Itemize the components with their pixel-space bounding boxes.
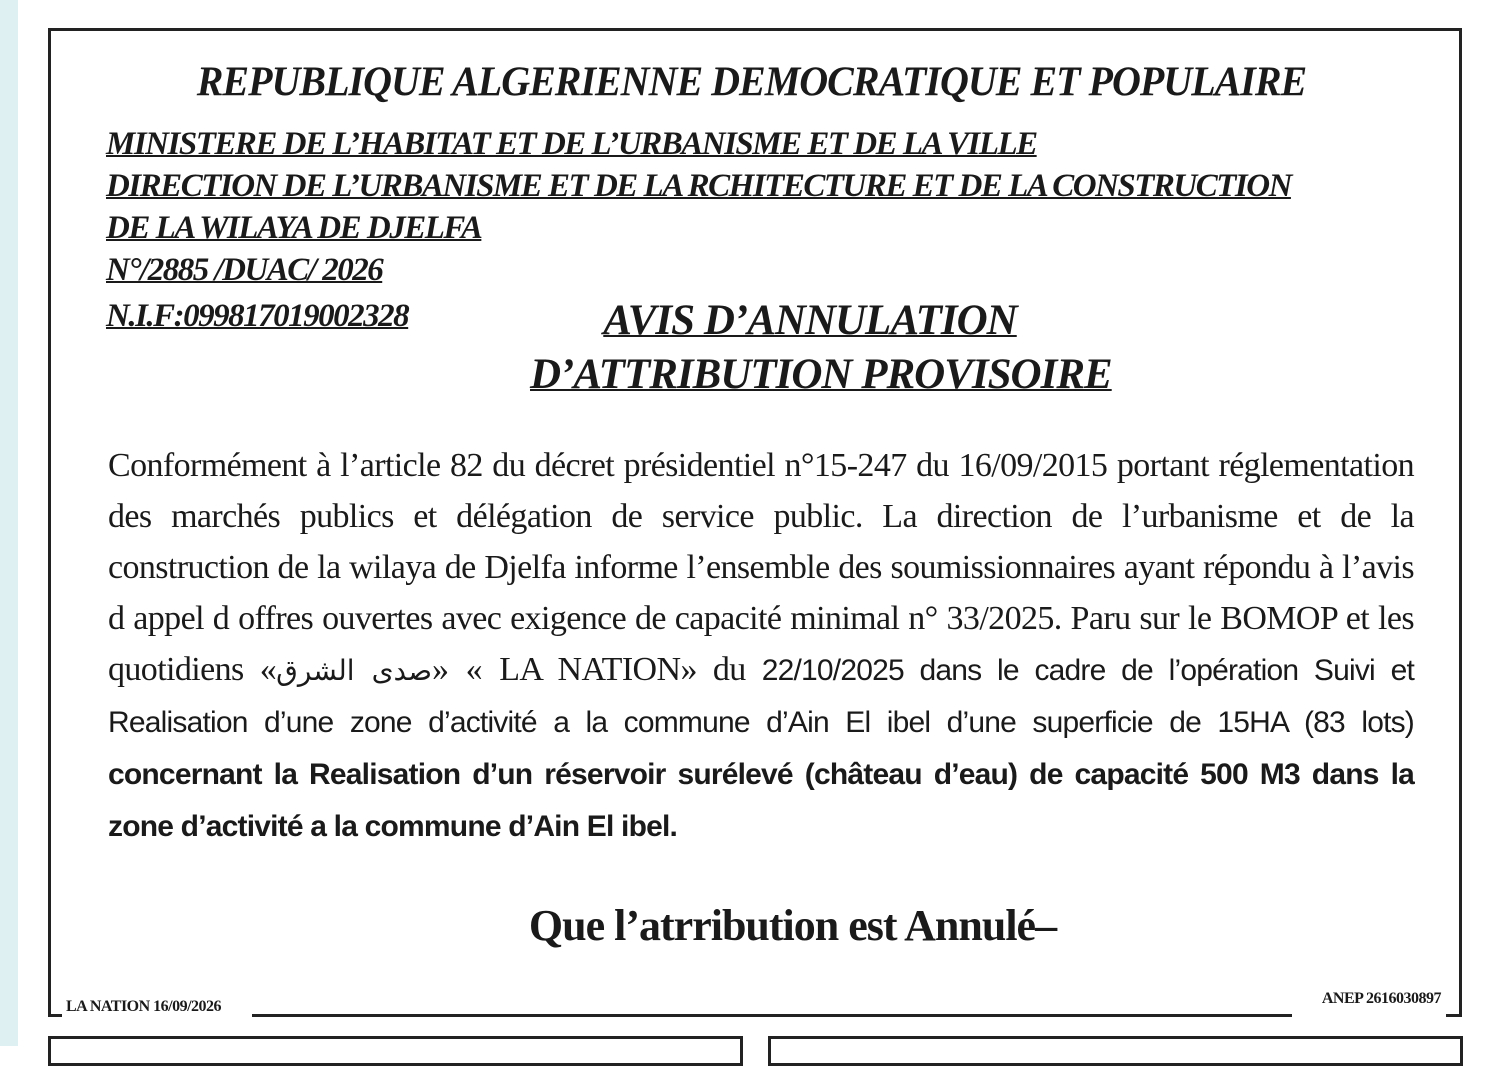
nif-number: N.I.F:099817019002328 — [106, 298, 409, 334]
notice-body — [108, 440, 1414, 852]
body-text-operation: 22/10/2025 dans le cadre de l’opération Suivi et Realisation d’une zone d’activité a la commune d’Ain El ibel d’une superficie de 15HA (83 lots) — [108, 654, 1414, 739]
next-notice-frame-left — [48, 1036, 743, 1066]
frame-bottom-border — [252, 1014, 1292, 1017]
publication-footer: LA NATION 16/09/2026 — [66, 998, 222, 1015]
body-text-after-arabic: » « LA NATION» du — [431, 651, 746, 688]
conclusion-statement: Que l’atrribution est Annulé– — [528, 901, 1057, 950]
reference-number: N°/2885 /DUAC/ 2026 — [106, 252, 383, 288]
notice-title: AVIS D’ANNULATION — [603, 297, 1017, 344]
country-heading: REPUBLIQUE ALGERIENNE DEMOCRATIQUE ET POPULAIRE — [196, 57, 1307, 106]
scan-edge — [0, 0, 18, 1046]
arabic-newspaper-name: صدى الشرق — [276, 654, 432, 687]
anep-reference: ANEP 2616030897 — [1321, 990, 1441, 1007]
body-text-bold: concernant la Realisation d’un réservoir surélevé (château d’eau) de capacité 500 M3 dans la zone d’activité a la commune d’Ain El ibel. — [108, 758, 1414, 843]
next-notice-frame-right — [768, 1036, 1463, 1066]
direction-line: DIRECTION DE L’URBANISME ET DE LA RCHITECTURE ET DE LA CONSTRUCTION — [106, 168, 1291, 204]
notice-subtitle: D’ATTRIBUTION PROVISOIRE — [530, 351, 1112, 398]
frame-bottom-border — [1446, 1014, 1462, 1017]
body-text-serif: Conformément à l’article 82 du décret présidentiel n°15-247 du 16/09/2015 portant réglementation des marchés publics et délégation de service public. La direction de l’urbanisme et de la construction de la wilaya de Djelfa informe l’ensemble des soumissionnaires ayant répondu à l’avis d appel d offres ouvertes avec exigence de capacité minimal n° 33/2025. Paru sur le BOMOP et les quotidiens « — [108, 447, 1414, 688]
frame-bottom-border — [48, 1014, 62, 1017]
wilaya-line: DE LA WILAYA DE DJELFA — [106, 210, 482, 246]
ministry-line: MINISTERE DE L’HABITAT ET DE L’URBANISME ET DE LA VILLE — [106, 126, 1037, 162]
